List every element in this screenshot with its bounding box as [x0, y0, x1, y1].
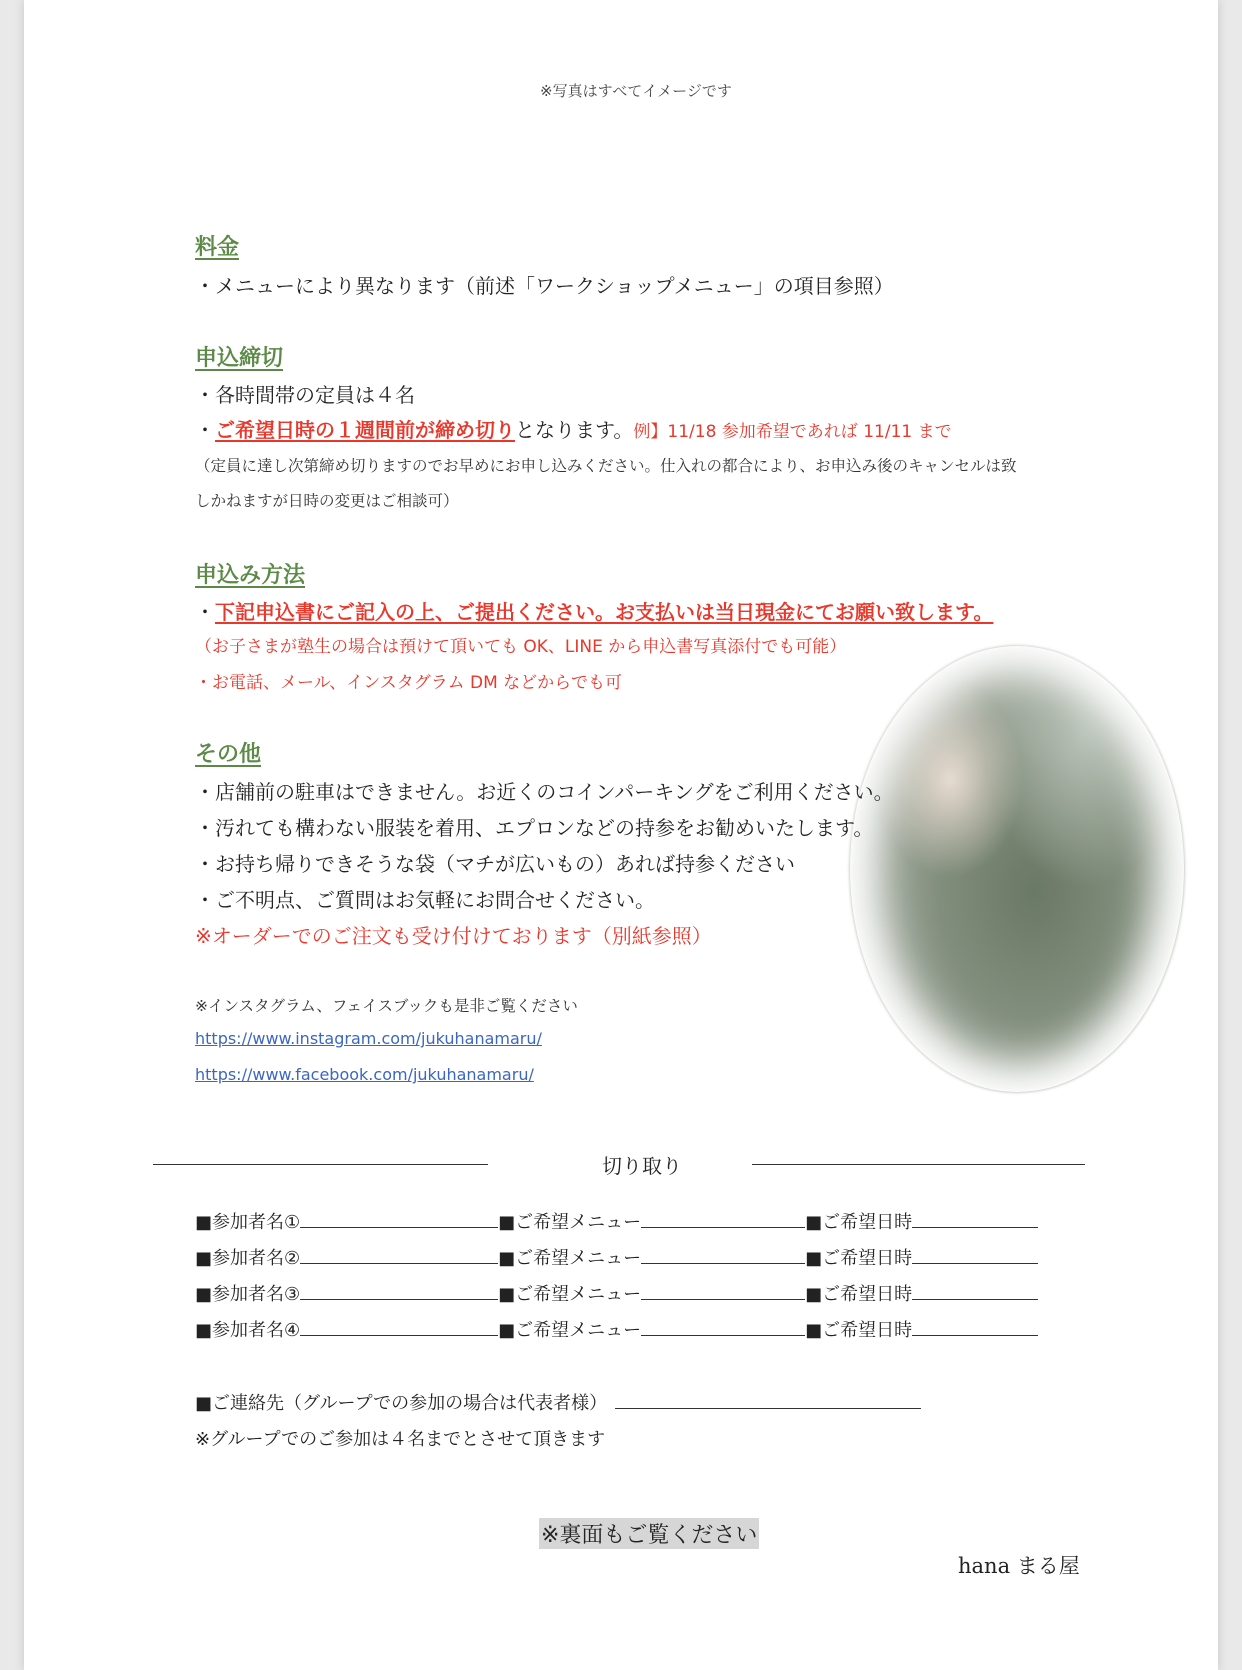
- method-heading: 申込み方法: [195, 563, 306, 588]
- deadline-heading: 申込締切: [195, 346, 284, 371]
- order-note: ※オーダーでのご注文も受け付けております（別紙参照）: [195, 924, 712, 948]
- other-heading: その他: [195, 742, 262, 767]
- date-blank[interactable]: [912, 1317, 1038, 1336]
- participant-name-blank[interactable]: [300, 1245, 498, 1264]
- participant-name-label: ■参加者名④: [195, 1320, 301, 1341]
- deadline-capacity: ・各時間帯の定員は４名: [195, 383, 415, 407]
- facebook-link[interactable]: https://www.facebook.com/jukuhanamaru/: [195, 1065, 534, 1084]
- other-item: ・店舗前の駐車はできません。お近くのコインパーキングをご利用ください。: [195, 780, 894, 804]
- form-row: [195, 1280, 1038, 1306]
- other-item: ・ご不明点、ご質問はお気軽にお問合せください。: [195, 888, 655, 912]
- deadline-rule-suffix: となります。: [515, 418, 634, 442]
- back-side-note: ※裏面もご覧ください: [539, 1518, 759, 1549]
- date-blank[interactable]: [912, 1245, 1038, 1264]
- method-line-1: [195, 596, 993, 625]
- deadline-note-2: しかねますが日時の変更はご相談可）: [195, 492, 459, 510]
- fee-line: ・メニューにより異なります（前述「ワークショップメニュー」の項目参照）: [195, 274, 894, 298]
- date-label: ■ご希望日時: [805, 1212, 913, 1233]
- cut-line-left: [153, 1164, 488, 1165]
- participant-name-label: ■参加者名②: [195, 1248, 301, 1269]
- participant-name-blank[interactable]: [300, 1317, 498, 1336]
- form-row: [195, 1244, 1038, 1270]
- other-item: ・汚れても構わない服装を着用、エプロンなどの持参をお勧めいたします。: [195, 816, 874, 840]
- deadline-note-1: （定員に達し次第締め切りますのでお早めにお申し込みください。仕入れの都合により、お申込み後のキャンセルは致: [195, 457, 1017, 475]
- social-note: ※インスタグラム、フェイスブックも是非ご覧ください: [195, 997, 578, 1015]
- cut-line-right: [752, 1164, 1085, 1165]
- menu-blank[interactable]: [641, 1209, 805, 1228]
- participant-name-label: ■参加者名③: [195, 1284, 301, 1305]
- date-label: ■ご希望日時: [805, 1320, 913, 1341]
- date-label: ■ご希望日時: [805, 1248, 913, 1269]
- other-item: ・お持ち帰りできそうな袋（マチが広いもの）あれば持参ください: [195, 852, 795, 876]
- participant-name-blank[interactable]: [300, 1209, 498, 1228]
- document-page: [24, 0, 1218, 1670]
- contact-blank[interactable]: [615, 1390, 921, 1409]
- date-blank[interactable]: [912, 1281, 1038, 1300]
- date-blank[interactable]: [912, 1209, 1038, 1228]
- deadline-rule-emphasis: ご希望日時の１週間前が締め切り: [215, 418, 515, 442]
- contact-row: [195, 1389, 921, 1415]
- menu-blank[interactable]: [641, 1317, 805, 1336]
- method-line-3: ・お電話、メール、インスタグラム DM などからでも可: [195, 673, 623, 693]
- fee-heading: 料金: [195, 235, 240, 260]
- participant-name-label: ■参加者名①: [195, 1212, 301, 1233]
- method-line-2: （お子さまが塾生の場合は預けて頂いても OK、LINE から申込書写真添付でも可能）: [195, 637, 847, 657]
- menu-blank[interactable]: [641, 1245, 805, 1264]
- menu-blank[interactable]: [641, 1281, 805, 1300]
- shop-signature: hana まる屋: [958, 1554, 1080, 1578]
- contact-label: ■ご連絡先（グループでの参加の場合は代表者様）: [195, 1393, 608, 1414]
- menu-label: ■ご希望メニュー: [498, 1212, 642, 1233]
- deadline-example: 例】11/18 参加希望であれば 11/11 まで: [633, 422, 952, 442]
- cut-label: 切り取り: [602, 1154, 682, 1178]
- instagram-link[interactable]: https://www.instagram.com/jukuhanamaru/: [195, 1029, 542, 1048]
- method-line-1-bullet: ・: [195, 600, 215, 624]
- menu-label: ■ご希望メニュー: [498, 1284, 642, 1305]
- form-row: [195, 1316, 1038, 1342]
- group-note: ※グループでのご参加は４名までとさせて頂きます: [195, 1429, 606, 1450]
- photo-vignette: [850, 646, 1184, 1092]
- deadline-rule-bullet: ・: [195, 418, 215, 442]
- deadline-rule: [195, 414, 952, 443]
- menu-label: ■ご希望メニュー: [498, 1248, 642, 1269]
- image-disclaimer: ※写真はすべてイメージです: [540, 82, 732, 100]
- form-row: [195, 1208, 1038, 1234]
- menu-label: ■ご希望メニュー: [498, 1320, 642, 1341]
- date-label: ■ご希望日時: [805, 1284, 913, 1305]
- participant-name-blank[interactable]: [300, 1281, 498, 1300]
- method-line-1-emphasis: 下記申込書にご記入の上、ご提出ください。お支払いは当日現金にてお願い致します。: [215, 600, 994, 624]
